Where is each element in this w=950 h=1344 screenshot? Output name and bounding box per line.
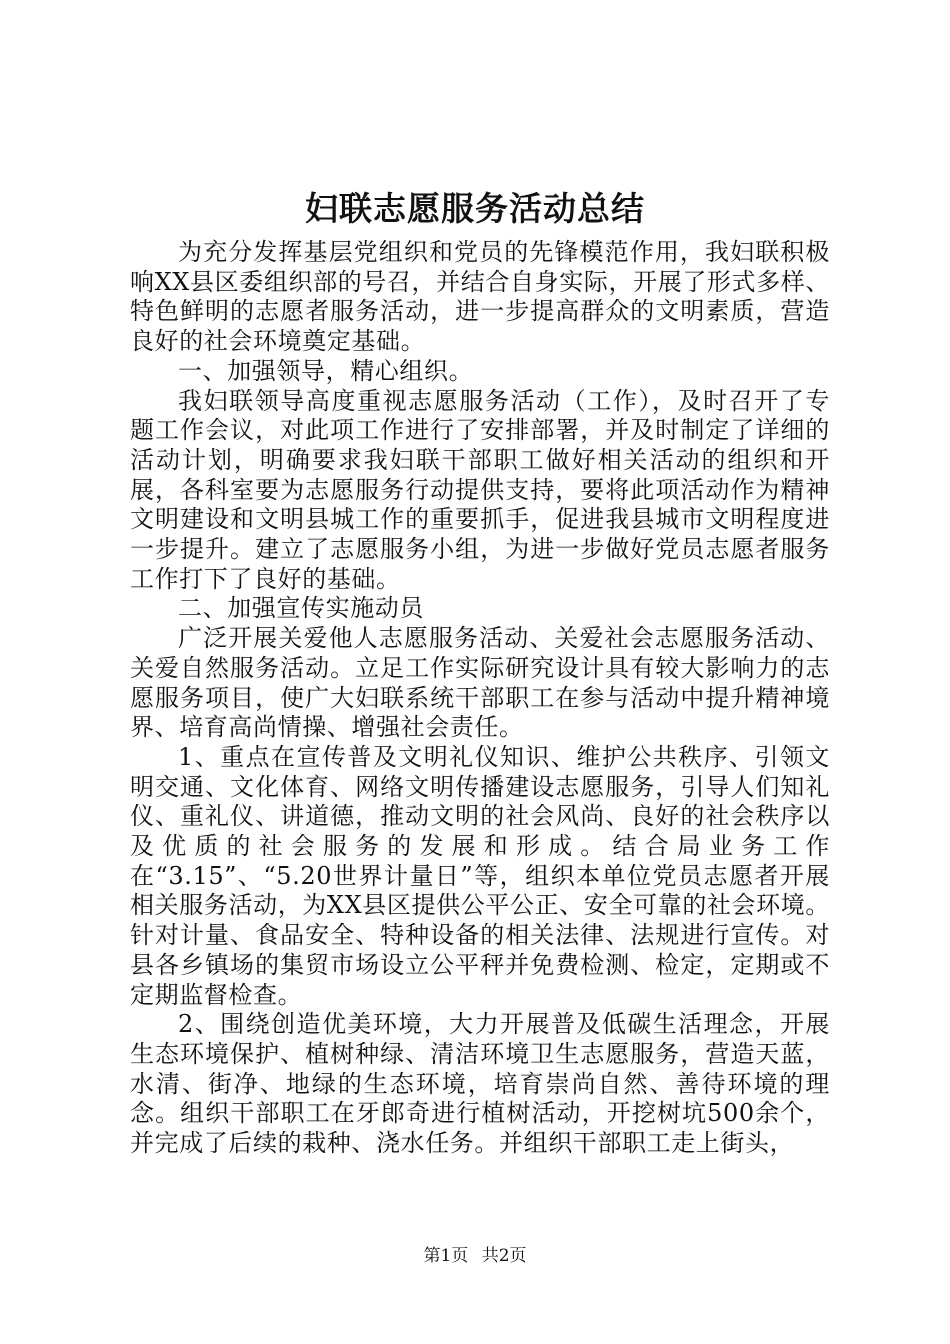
- paragraph-item-2: 2、围绕创造优美环境，大力开展普及低碳生活理念，开展生态环境保护、植树种绿、清洁环境卫生志愿服务，营造天蓝，水清、街净、地绿的生态环境，培育崇尚自然、善待环境的理念。组织干部职工在牙郎奇进行植树活动，开挖树坑500余个，并完成了后续的栽种、浇水任务。并组织干部职工走上街头，: [130, 1010, 830, 1158]
- paragraph-intro: 为充分发挥基层党组织和党员的先锋模范作用，我妇联积极响XX县区委组织部的号召，并结合自身实际，开展了形式多样、特色鲜明的志愿者服务活动，进一步提高群众的文明素质，营造良好的社会环境奠定基础。: [130, 238, 830, 356]
- section-heading-2: 二、加强宣传实施动员: [178, 594, 424, 623]
- document-body: [130, 238, 830, 1159]
- section-heading-1: 一、加强领导，精心组织。: [178, 356, 474, 385]
- page-total: 共2页: [481, 1246, 527, 1266]
- page-number: 第1页: [423, 1246, 469, 1266]
- paragraph-section-1: 我妇联领导高度重视志愿服务活动（工作），及时召开了专题工作会议，对此项工作进行了安排部署，并及时制定了详细的活动计划，明确要求我妇联干部职工做好相关活动的组织和开展，各科室要为志愿服务行动提供支持，要将此项活动作为精神文明建设和文明县城工作的重要抓手，促进我县城市文明程度进一步提升。建立了志愿服务小组，为进一步做好党员志愿者服务工作打下了良好的基础。: [130, 386, 830, 593]
- page-footer: [0, 1244, 950, 1268]
- paragraph-section-2: 广泛开展关爱他人志愿服务活动、关爱社会志愿服务活动、关爱自然服务活动。立足工作实际研究设计具有较大影响力的志愿服务项目，使广大妇联系统干部职工在参与活动中提升精神境界、培育高尚情操、增强社会责任。: [130, 624, 830, 742]
- paragraph-item-1: 1、重点在宣传普及文明礼仪知识、维护公共秩序、引领文明交通、文化体育、网络文明传播建设志愿服务，引导人们知礼仪、重礼仪、讲道德，推动文明的社会风尚、良好的社会秩序以及优质的社会服务的发展和形成。结合局业务工作在“3.15”、“5.20世界计量日”等，组织本单位党员志愿者开展相关服务活动，为XX县区提供公平公正、安全可靠的社会环境。针对计量、食品安全、特种设备的相关法律、法规进行宣传。对县各乡镇场的集贸市场设立公平秤并免费检测、检定，定期或不定期监督检查。: [130, 742, 830, 1009]
- document-title: 妇联志愿服务活动总结: [305, 189, 645, 228]
